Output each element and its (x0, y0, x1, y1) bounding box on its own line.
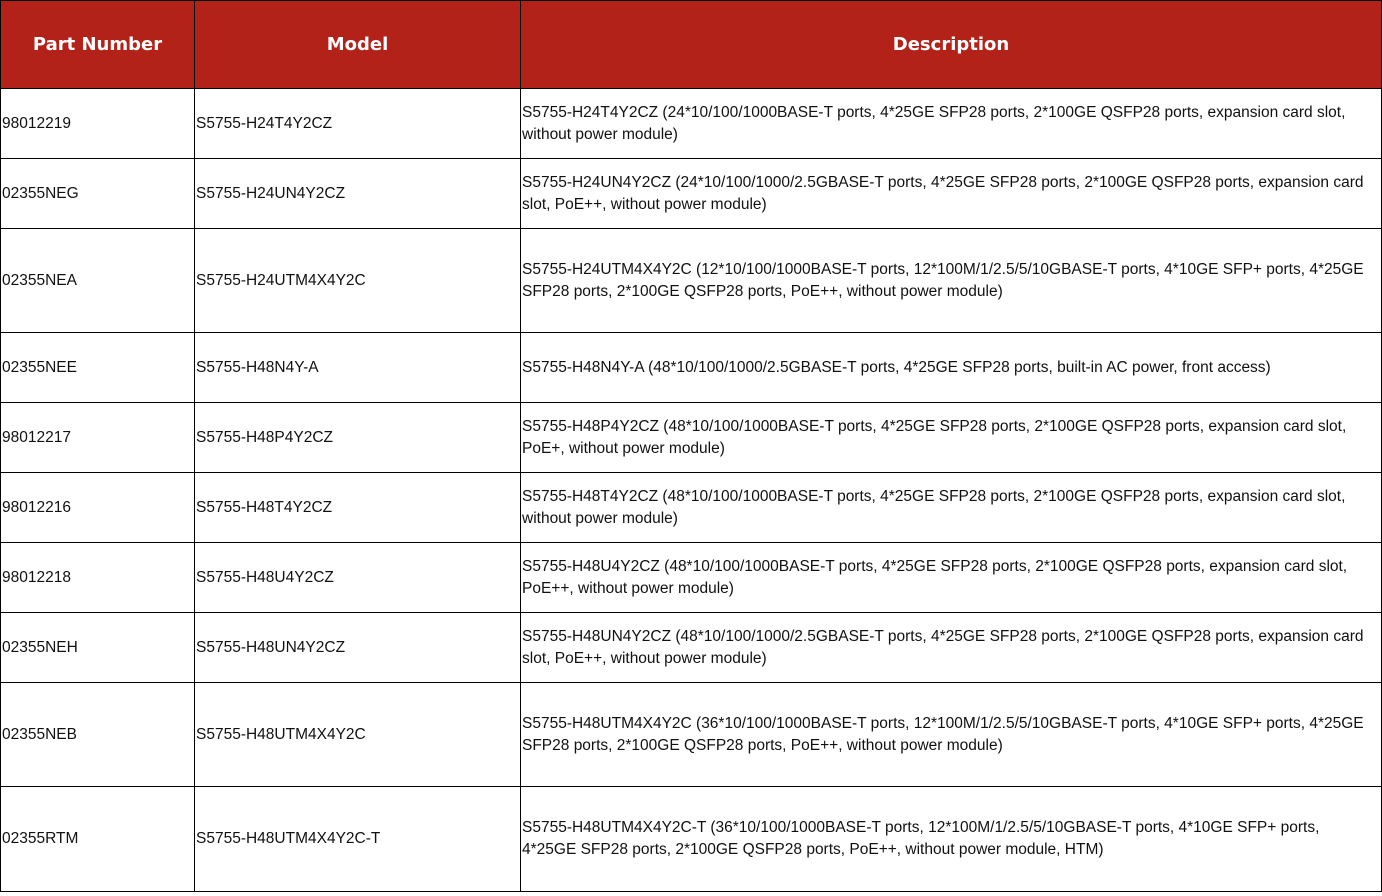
part-number-cell: 98012216 (1, 473, 195, 543)
description-cell: S5755-H24UTM4X4Y2C (12*10/100/1000BASE-T ports, 12*100M/1/2.5/5/10GBASE-T ports, 4*10GE SFP+ ports, 4*25GE SFP28 ports, 2*100GE QSFP28 ports, PoE++, without power module) (521, 229, 1382, 333)
model-cell: S5755-H24UTM4X4Y2C (195, 229, 521, 333)
description-cell: S5755-H48U4Y2CZ (48*10/100/1000BASE-T ports, 4*25GE SFP28 ports, 2*100GE QSFP28 ports, expansion card slot, PoE++, without power module) (521, 543, 1382, 613)
table-row (1, 89, 1382, 159)
description-cell: S5755-H48T4Y2CZ (48*10/100/1000BASE-T ports, 4*25GE SFP28 ports, 2*100GE QSFP28 ports, expansion card slot, without power module) (521, 473, 1382, 543)
header-part-number: Part Number (1, 1, 195, 89)
header-description: Description (521, 1, 1382, 89)
part-number-cell: 02355NEB (1, 683, 195, 787)
model-cell: S5755-H24T4Y2CZ (195, 89, 521, 159)
description-cell: S5755-H48P4Y2CZ (48*10/100/1000BASE-T ports, 4*25GE SFP28 ports, 2*100GE QSFP28 ports, expansion card slot, PoE+, without power module) (521, 403, 1382, 473)
table-row (1, 333, 1382, 403)
model-cell: S5755-H24UN4Y2CZ (195, 159, 521, 229)
model-cell: S5755-H48U4Y2CZ (195, 543, 521, 613)
table-row (1, 403, 1382, 473)
model-cell: S5755-H48UTM4X4Y2C-T (195, 787, 521, 892)
model-cell: S5755-H48UN4Y2CZ (195, 613, 521, 683)
model-cell: S5755-H48UTM4X4Y2C (195, 683, 521, 787)
header-row (1, 1, 1382, 89)
model-cell: S5755-H48T4Y2CZ (195, 473, 521, 543)
part-number-cell: 02355NEE (1, 333, 195, 403)
part-number-cell: 02355NEA (1, 229, 195, 333)
description-cell: S5755-H24T4Y2CZ (24*10/100/1000BASE-T ports, 4*25GE SFP28 ports, 2*100GE QSFP28 ports, expansion card slot, without power module) (521, 89, 1382, 159)
description-cell: S5755-H48UN4Y2CZ (48*10/100/1000/2.5GBASE-T ports, 4*25GE SFP28 ports, 2*100GE QSFP28 ports, expansion card slot, PoE++, without power module) (521, 613, 1382, 683)
table-row (1, 787, 1382, 892)
description-cell: S5755-H48N4Y-A (48*10/100/1000/2.5GBASE-T ports, 4*25GE SFP28 ports, built-in AC power, front access) (521, 333, 1382, 403)
model-cell: S5755-H48N4Y-A (195, 333, 521, 403)
table-row (1, 229, 1382, 333)
part-number-cell: 98012218 (1, 543, 195, 613)
part-number-cell: 02355RTM (1, 787, 195, 892)
model-cell: S5755-H48P4Y2CZ (195, 403, 521, 473)
part-number-cell: 98012219 (1, 89, 195, 159)
description-cell: S5755-H48UTM4X4Y2C (36*10/100/1000BASE-T ports, 12*100M/1/2.5/5/10GBASE-T ports, 4*10GE SFP+ ports, 4*25GE SFP28 ports, 2*100GE QSFP28 ports, PoE++, without power module) (521, 683, 1382, 787)
table-row (1, 473, 1382, 543)
table-row (1, 683, 1382, 787)
description-cell: S5755-H24UN4Y2CZ (24*10/100/1000/2.5GBASE-T ports, 4*25GE SFP28 ports, 2*100GE QSFP28 ports, expansion card slot, PoE++, without power module) (521, 159, 1382, 229)
part-number-cell: 98012217 (1, 403, 195, 473)
table-row (1, 543, 1382, 613)
part-number-cell: 02355NEH (1, 613, 195, 683)
table-row (1, 159, 1382, 229)
part-number-cell: 02355NEG (1, 159, 195, 229)
table-row (1, 613, 1382, 683)
description-cell: S5755-H48UTM4X4Y2C-T (36*10/100/1000BASE-T ports, 12*100M/1/2.5/5/10GBASE-T ports, 4*10GE SFP+ ports, 4*25GE SFP28 ports, 2*100GE QSFP28 ports, PoE++, without power module, HTM) (521, 787, 1382, 892)
header-model: Model (195, 1, 521, 89)
